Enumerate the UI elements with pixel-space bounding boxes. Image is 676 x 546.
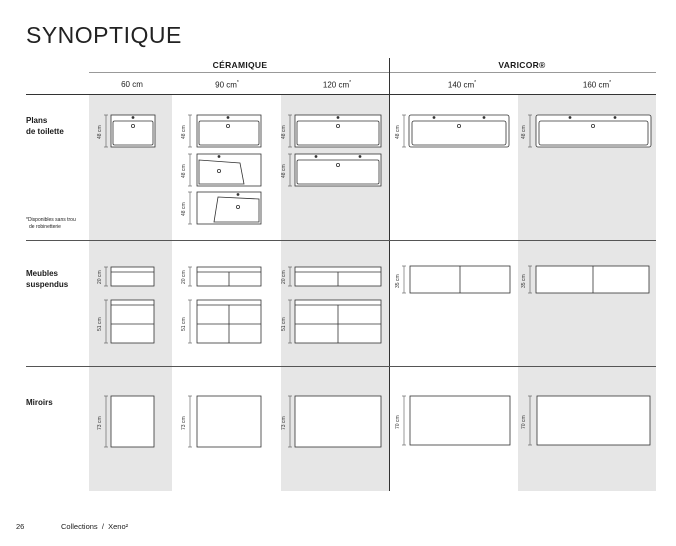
washbasin-120 bbox=[295, 115, 381, 147]
page-title: SYNOPTIQUE bbox=[26, 22, 182, 48]
dim-label-20-90: 20 cm bbox=[181, 270, 187, 284]
washbasin-140 bbox=[409, 115, 509, 147]
size-120: 120 cm* bbox=[322, 80, 352, 90]
dim-label-70-160: 70 cm bbox=[521, 415, 527, 429]
dim-label-48-90a: 48 cm bbox=[181, 125, 187, 139]
plans-note-line1: *Disponibles sans trou bbox=[26, 217, 76, 223]
dim-label-20-60: 20 cm bbox=[97, 270, 103, 284]
group-varicor: VARICOR® bbox=[498, 60, 546, 70]
dim-label-70-140: 70 cm bbox=[395, 415, 401, 429]
dim-label-73-120: 73 cm bbox=[281, 416, 287, 430]
washbasin-60 bbox=[111, 115, 155, 147]
row-label-meubles-line1: Meubles bbox=[26, 269, 59, 278]
washbasin-120-double bbox=[295, 154, 381, 186]
mirror-160 bbox=[537, 396, 650, 445]
washbasin-90-asym-left bbox=[197, 192, 261, 224]
dim-label-48-60: 48 cm bbox=[97, 125, 103, 139]
mirror-90 bbox=[197, 396, 261, 447]
dim-label-48-90b: 48 cm bbox=[181, 164, 187, 178]
cabinet-large-120 bbox=[295, 300, 381, 343]
page-number: 26 bbox=[16, 522, 25, 531]
row-label-plans-line2: de toilette bbox=[26, 127, 64, 136]
size-160: 160 cm* bbox=[582, 80, 612, 90]
cabinet-large-60 bbox=[111, 300, 154, 343]
plans-note-line2: de robinetterie bbox=[29, 224, 61, 230]
size-60: 60 cm bbox=[121, 80, 143, 89]
dim-label-51-60: 51 cm bbox=[97, 317, 103, 331]
cabinet-160 bbox=[536, 266, 649, 293]
cabinet-140 bbox=[410, 266, 510, 293]
dim-label-35-160: 35 cm bbox=[521, 274, 527, 288]
washbasin-90-asym-right bbox=[197, 154, 261, 186]
size-140: 140 cm* bbox=[447, 80, 477, 90]
footer-collection: Collections / Xeno² bbox=[61, 522, 129, 531]
dim-label-48-120a: 48 cm bbox=[281, 125, 287, 139]
row-label-meubles-line2: suspendus bbox=[26, 280, 69, 289]
washbasin-90 bbox=[197, 115, 261, 147]
washbasin-160 bbox=[536, 115, 651, 147]
dim-label-73-90: 73 cm bbox=[181, 416, 187, 430]
dim-label-35-140: 35 cm bbox=[395, 274, 401, 288]
mirror-60 bbox=[111, 396, 154, 447]
dim-label-20-120: 20 cm bbox=[281, 270, 287, 284]
mirror-120 bbox=[295, 396, 381, 447]
row-label-miroirs: Miroirs bbox=[26, 398, 53, 407]
cabinet-large-90 bbox=[197, 300, 261, 343]
dim-label-73-60: 73 cm bbox=[97, 416, 103, 430]
row-label-plans-line1: Plans bbox=[26, 116, 48, 125]
dim-label-48-90c: 48 cm bbox=[181, 202, 187, 216]
dim-label-51-120: 51 cm bbox=[281, 317, 287, 331]
cabinet-small-120 bbox=[295, 267, 381, 286]
cabinet-small-60 bbox=[111, 267, 154, 286]
dim-label-48-160: 48 cm bbox=[521, 125, 527, 139]
mirror-140 bbox=[410, 396, 510, 445]
group-ceramique: CÉRAMIQUE bbox=[212, 60, 268, 70]
dim-label-48-140: 48 cm bbox=[395, 125, 401, 139]
cabinet-small-90 bbox=[197, 267, 261, 286]
dim-label-51-90: 51 cm bbox=[181, 317, 187, 331]
size-90: 90 cm* bbox=[215, 80, 239, 90]
dim-label-48-120b: 48 cm bbox=[281, 164, 287, 178]
